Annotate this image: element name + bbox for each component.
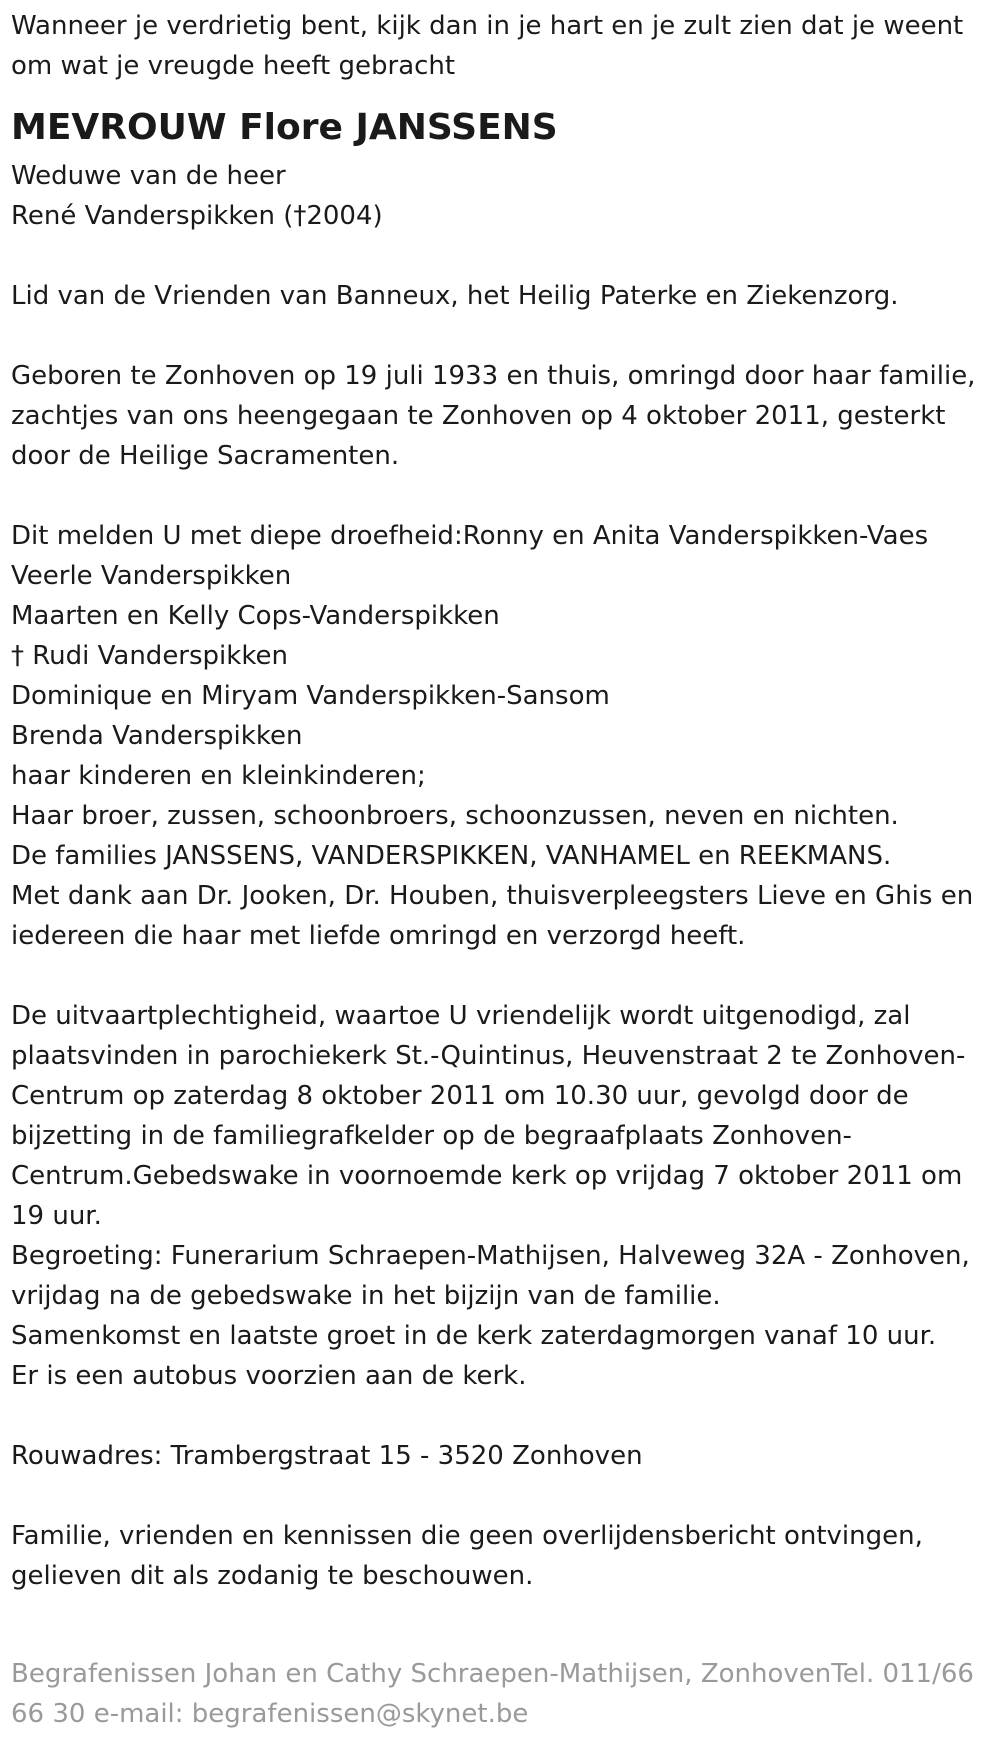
birth-death-block	[11, 356, 989, 476]
family-line: Veerle Vanderspikken	[11, 561, 292, 591]
birth-death-line: zachtjes van ons heengegaan te Zonhoven op 4 oktober 2011, gesterkt	[11, 401, 946, 431]
ceremony-line: Samenkomst en laatste groet in de kerk zaterdagmorgen vanaf 10 uur.	[11, 1321, 937, 1351]
ceremony-line: Centrum op zaterdag 8 oktober 2011 om 10.30 uur, gevolgd door de	[11, 1081, 909, 1111]
birth-death-line: Geboren te Zonhoven op 19 juli 1933 en thuis, omringd door haar familie,	[11, 361, 976, 391]
spacer	[11, 476, 989, 516]
family-line: iedereen die haar met liefde omringd en verzorgd heeft.	[11, 921, 746, 951]
ceremony-line: De uitvaartplechtigheid, waartoe U vriendelijk wordt uitgenodigd, zal	[11, 1001, 911, 1031]
ceremony-line: plaatsvinden in parochiekerk St.-Quintinus, Heuvenstraat 2 te Zonhoven-	[11, 1041, 966, 1071]
notice-block	[11, 1516, 989, 1596]
family-line: Maarten en Kelly Cops-Vanderspikken	[11, 601, 500, 631]
family-line: Dit melden U met diepe droefheid:Ronny en Anita Vanderspikken-Vaes	[11, 521, 929, 551]
ceremony-line: vrijdag na de gebedswake in het bijzijn van de familie.	[11, 1281, 721, 1311]
spouse-line: René Vanderspikken (†2004)	[11, 201, 383, 231]
notice-line: gelieven dit als zodanig te beschouwen.	[11, 1561, 534, 1591]
family-block	[11, 516, 989, 956]
ceremony-line: 19 uur.	[11, 1201, 102, 1231]
funeral-home-footer	[11, 1654, 989, 1734]
family-line: haar kinderen en kleinkinderen;	[11, 761, 426, 791]
family-line: † Rudi Vanderspikken	[11, 641, 288, 671]
family-line: De families JANSSENS, VANDERSPIKKEN, VANHAMEL en REEKMANS.	[11, 841, 892, 871]
spacer	[11, 1396, 989, 1436]
spacer	[11, 1476, 989, 1516]
ceremony-line: Centrum.Gebedswake in voornoemde kerk op vrijdag 7 oktober 2011 om	[11, 1161, 963, 1191]
footer-line: 66 30 e-mail: begrafenissen@skynet.be	[11, 1699, 529, 1729]
deceased-name: MEVROUW Flore JANSSENS	[11, 107, 558, 148]
ceremony-line: Er is een autobus voorzien aan de kerk.	[11, 1361, 527, 1391]
family-line: Met dank aan Dr. Jooken, Dr. Houben, thuisverpleegsters Lieve en Ghis en	[11, 881, 974, 911]
family-line: Brenda Vanderspikken	[11, 721, 303, 751]
mourning-address: Rouwadres: Trambergstraat 15 - 3520 Zonhoven	[11, 1441, 643, 1471]
birth-death-line: door de Heilige Sacramenten.	[11, 441, 400, 471]
spacer	[11, 956, 989, 996]
membership-line: Lid van de Vrienden van Banneux, het Heilig Paterke en Ziekenzorg.	[11, 281, 899, 311]
spacer	[11, 316, 989, 356]
widow-block	[11, 156, 989, 236]
family-line: Haar broer, zussen, schoonbroers, schoonzussen, neven en nichten.	[11, 801, 899, 831]
ceremony-line: bijzetting in de familiegrafkelder op de begraafplaats Zonhoven-	[11, 1121, 852, 1151]
quote-line: Wanneer je verdrietig bent, kijk dan in je hart en je zult zien dat je weent	[11, 11, 964, 41]
notice-line: Familie, vrienden en kennissen die geen overlijdensbericht ontvingen,	[11, 1521, 923, 1551]
widow-line: Weduwe van de heer	[11, 161, 286, 191]
footer-line: Begrafenissen Johan en Cathy Schraepen-Mathijsen, ZonhovenTel. 011/66	[11, 1659, 974, 1689]
family-line: Dominique en Miryam Vanderspikken-Sansom	[11, 681, 610, 711]
ceremony-block	[11, 996, 989, 1396]
spacer	[11, 236, 989, 276]
ceremony-line: Begroeting: Funerarium Schraepen-Mathijsen, Halveweg 32A - Zonhoven,	[11, 1241, 970, 1271]
spacer	[11, 1596, 989, 1636]
quote-block	[11, 6, 989, 86]
quote-line: om wat je vreugde heeft gebracht	[11, 51, 456, 81]
